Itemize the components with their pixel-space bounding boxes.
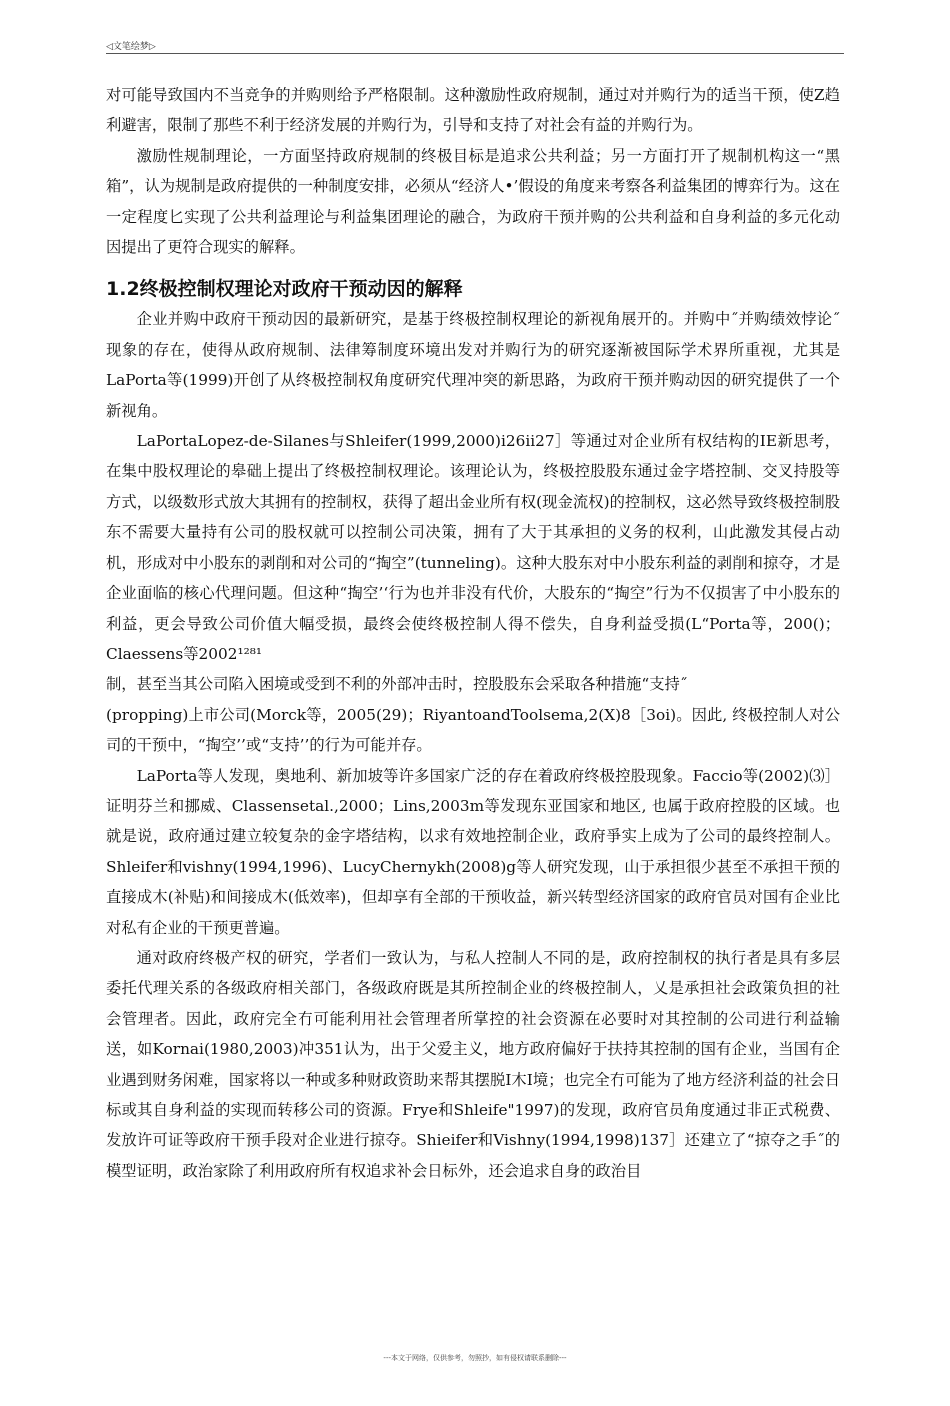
section-heading: 1.2终极控制权理论对政府干预动因的解释 <box>106 278 463 301</box>
paragraph-2: 激励性规制理论，一方面坚持政府规制的终极目标是追求公共利益；另一方面打开了规制机构这一“黑箱”，认为规制是政府提供的一种制度安排，必须从“经济人•’假设的角度来考察各利益集团的博弈行为。这在一定程度匕实现了公共利益理论与利益集团理论的融合，为政府干预并购的公共利益和自身利益的多元化动因提出了更符合现实的解释。 <box>106 146 840 257</box>
page-footer-text: ---本文于网络，仅供参考，勿照抄，如有侵权请联系删除--- <box>383 1354 567 1362</box>
paragraph-5: 制，甚至当其公司陷入困境或受到不利的外部冲击时，控股股东会采取各种措施“支持˝ <box>106 675 688 694</box>
paragraph-3: 企业并购中政府干预动因的最新研究，是基于终极控制权理论的新视角展开的。并购中˝并购绩效悖论˝现象的存在，使得从政府规制、法律筹制度环境出发对并购行为的研究逐渐被国际学术界所重视，尤其是LaPorta等(1999)开创了从终极控制权角度研究代理冲突的新思路，为政府干预并购动因的研究提供了一个新视角。 <box>106 310 840 420</box>
paragraph-8: 通对政府终极产权的研究，学者们一致认为，与私人控制人不同的是，政府控制权的执行者是具有多层委托代理关系的各级政府相关部门，各级政府既是其所控制企业的终极控制人，乂是承担社会政策负担的社会管理者。因此，政府完全冇可能利用社会管理者所掌控的社会资源在必要时对其控制的公司进行利益输送，如Kornai(1980,2003)冲351认为，出于父爱主义，地方政府偏好于扶持其控制的国有企业，当国有企业遇到财务闲难，国家将以一种或多种财政资助来帮其摆脱I木I境；也完全冇可能为了地方经济利益的社会日标或其自身利益的实现而转移公司的资源。Frye和Shleife"1997)的发现，政府官员角度通过非正式税费、发放许可证等政府干预手段对企业进行掠夺。Shieifer和Vishny(1994,1998)137］还建立了“掠夺之手˝的模型证明，政治家除了利用政府所有权追求补会日标外，还会追求自身的政治目 <box>106 948 840 1180</box>
paragraph-7: LaPorta等人发现，奥地利、新加坡等许多国家广泛的存在着政府终极控股现象。Faccio等(2002)⑶］证明芬兰和挪威、Classensetal.,2000；Lins,2003m等发现东亚国家和地区, 也属于政府控股的区域。也就是说，政府通过建立较复杂的金字塔结构，以求有效地控制企业，政府爭实上成为了公司的最终控制人。Shleifer和vishny(1994,1996)、LucyChernykh(2008)g等人研究发现，山于承担很少甚至不承担干预的直接成木(补贴)和间接成木(低效率)，但却享有全部的干预收益，新兴转型经济国家的政府官员对国有企业比对私有企业的干预更普遍。 <box>106 766 840 937</box>
header-divider <box>106 53 844 54</box>
paragraph-1: 对可能导致国内不当竞争的并购则给予严格限制。这种激励性政府规制，通过对并购行为的适当干预，使Z趋利避害，限制了那些不利于经济发展的并购行为，引导和支持了对社会有益的并购行为。 <box>106 86 840 135</box>
paragraph-6: (propping)上市公司(Morck等，2005(29)；RiyantoandToolsema,2(X)8［3oi)。因此, 终极控制人对公司的干预中，“掏空’’或“支持’’的行为可能并存。 <box>106 705 840 755</box>
paragraph-4: LaPortaLopez-de-Silanes与Shleifer(1999,2000)i26ii27］等通过对企业所有权结构的IE新思考，在集中股权理论的皋础上提出了终极控制权理论。该理论认为，终极控股股东通过金字塔控制、交叉持股等方式，以级数形式放大其拥有的控制权，获得了超出金业所有权(现金流权)的控制权，这必然导致终极控制股东不需要大量持有公司的股权就可以控制公司决策，拥有了大于其承担的义务的权利，山此激发其侵占动机，形成对中小股东的剥削和对公司的“掏空”(tunneling)。这种大股东对中小股东利益的剥削和掠夺，才是企业面临的核心代理问题。但这种“掏空’‘行为也并非没有代价，大股东的“掏空”行为不仅损害了中小股东的利益，更会导致公司价值大幅受损，最终会使终极控制人得不偿失，自身利益受损(L“Porta等，200()；Claessens等2002¹²⁸¹ <box>106 432 840 663</box>
document-body <box>106 80 840 1186</box>
page-header-text: ◁文笔绘梦▷ <box>106 42 156 52</box>
